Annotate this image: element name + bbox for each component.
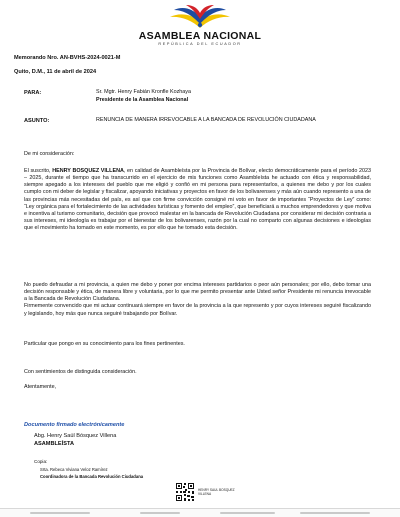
electronic-signature-label: Documento firmado electrónicamente [24, 422, 125, 428]
author-name: HENRY BOSQUEZ VILLENA [52, 168, 124, 174]
header-logo [0, 4, 400, 47]
footer-item [140, 512, 180, 514]
org-title: ASAMBLEA NACIONAL [138, 30, 262, 42]
to-label: PARA: [24, 90, 42, 96]
body-paragraph-3: Particular que pongo en su conocimiento para los fines pertinentes. [24, 341, 185, 347]
condor-flag-icon [168, 4, 232, 30]
signoff: Atentamente, [24, 384, 57, 390]
qr-code-icon [175, 482, 195, 502]
signer-role: ASAMBLEÍSTA [34, 441, 74, 447]
subject-label: ASUNTO: [24, 118, 50, 124]
memo-number: Memorando Nro. AN-BVHS-2024-0021-M [14, 55, 121, 61]
copy-name: Srta. Rebeca Viviana Veloz Ramírez [40, 467, 108, 472]
body-paragraph-1 [24, 168, 371, 232]
recipient-title: Presidente de la Asamblea Nacional [96, 97, 189, 103]
closing: Con sentimientos de distinguida consideración. [24, 369, 137, 375]
place-date: Quito, D.M., 11 de abril de 2024 [14, 69, 97, 75]
greeting: De mi consideración: [24, 151, 75, 157]
signer-name: Abg. Henry Saúl Bósquez Villena [34, 433, 117, 439]
p1-start: El suscrito, [24, 168, 53, 174]
body-paragraph-2 [24, 282, 371, 318]
footer-item [300, 512, 370, 514]
copy-role: Coordinadora de la Bancada Revolución Ciudadana [40, 474, 144, 479]
footer-item [30, 512, 90, 514]
qr-caption: HENRY SAUL BOSQUEZ VILLENA [198, 488, 235, 496]
p2b-text: Firmemente convencido que mi actuar continuará siempre en favor de la provincia a la que represento y por cuyos intereses seguiré fiscalizando y legislando, hoy más que nunca seguiré trabajando por Bolívar. [24, 303, 371, 317]
recipient-name: Sr. Mgtr. Henry Fabián Kronfle Kozhaya [96, 89, 191, 95]
subject-text: RENUNCIA DE MANERA IRREVOCABLE A LA BANCADA DE REVOLUCIÓN CIUDADANA [96, 117, 316, 123]
p1-rest: , en calidad de Asambleísta por la Provincia de Bolívar, electo democráticamente para el período 2023 – 2025, durante el tiempo que ha transcurrido en el ejercicio de mis funciones como Asambleísta he actuado con ética y responsabilidad, siempre apegado a los intereses del pueblo que me eligió y confió en mi persona para representarlos, a quienes me debo y por los cuales cumplo con mi deber de legislar y fiscalizar, apoyando iniciativas y proyectos en favor de los bolivarenses y más aún cuando represento a una de las provincias más necesitadas del país, es así que con firme convicción consigné mi voto en favor de importantes “Proyectos de Ley” como: “Ley orgánica para el fortalecimiento de las actividades turísticas y fomento del empleo”, que beneficiará a muchos emprendedores y que motiva e incentiva al turismo comunitario, decisión que provocó malestar en la bancada de Revolución Ciudadana por considerar mi decisión contraria a sus intereses, mi ideología es trabajar por el bienestar de los bolivarenses, razón por la cual no comparto con algunas decisiones e ideologías que el movimiento ha tomado en este momento, es por ello que he tomado esta decisión. [24, 168, 371, 232]
footer-item [220, 512, 275, 514]
p2-text: No puedo defraudar a mi provincia, a quien me debo y poner por encima intereses partidarios o peor aún personales; por ello, debo tomar una decisión responsable y ética, de manera libre y voluntaria, por lo que me permito presentar ante Usted señor Presidente mi renuncia irrevocable a la Bancada de Revolución Ciudadana. [24, 282, 371, 303]
copy-label: Copia: [34, 459, 48, 464]
org-subtitle: REPÚBLICA DEL ECUADOR [158, 42, 242, 46]
